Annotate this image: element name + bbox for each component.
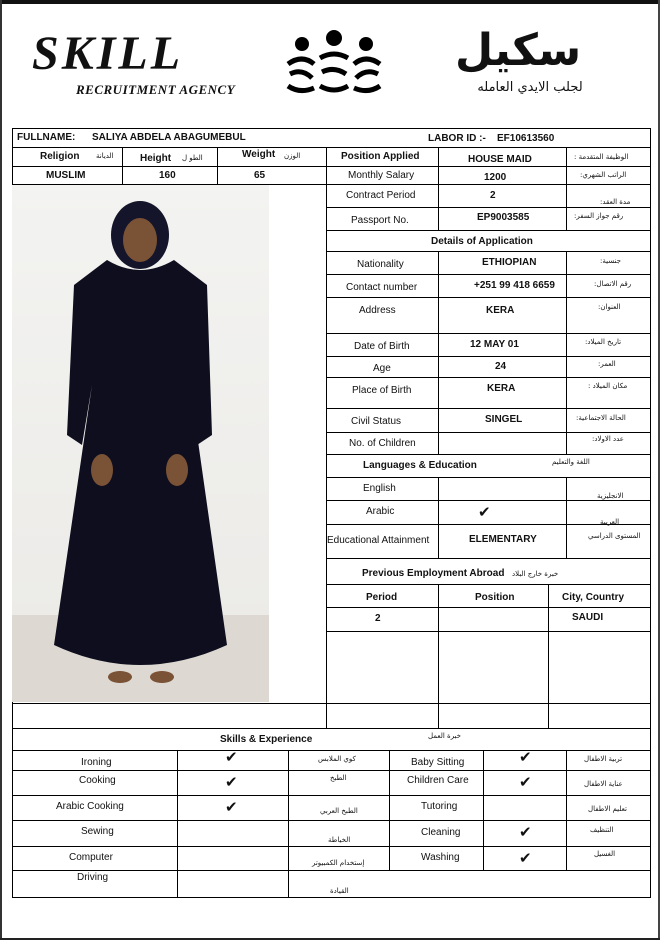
contact-label: Contact number <box>346 282 418 293</box>
skills-heading: Skills & Experience <box>220 734 313 745</box>
contract-label-ar: مدة العقد: <box>600 198 631 206</box>
civil-status-label: Civil Status <box>351 416 402 427</box>
pob-label: Place of Birth <box>352 385 412 396</box>
height-label: Height <box>140 153 172 164</box>
children-label: No. of Children <box>349 438 416 449</box>
salary-label-ar: الراتب الشهري: <box>580 171 627 179</box>
address-label: Address <box>359 305 396 316</box>
english-label: English <box>363 483 396 494</box>
address-label-ar: العنوان: <box>598 303 621 311</box>
skill-label: Driving <box>77 872 109 883</box>
contract-label: Contract Period <box>346 190 416 201</box>
skill-label-ar: إستخدام الكمبيوتر <box>312 859 365 867</box>
tagline-arabic: لجلب الايدي العامله <box>477 80 583 95</box>
skill-label: Children Care <box>407 775 469 786</box>
brand-name: SKILL <box>32 27 184 80</box>
dob-label-ar: تاريخ الميلاد: <box>585 338 622 346</box>
nationality-label-ar: جنسية: <box>600 257 621 265</box>
arabic-label-ar: العربية <box>600 518 620 526</box>
dob-label: Date of Birth <box>354 341 410 352</box>
employment-col-period: Period <box>366 592 398 603</box>
height-label-ar: الطو ل <box>182 154 203 162</box>
dob-value: 12 MAY 01 <box>470 339 519 350</box>
skill-label: Washing <box>421 852 460 863</box>
languages-heading: Languages & Education <box>363 460 477 471</box>
skill-label-ar: الغسيل <box>594 850 616 858</box>
height-value: 160 <box>159 170 176 181</box>
skill-label: Ironing <box>81 757 112 768</box>
contract-value: 2 <box>490 190 496 201</box>
education-label: Educational Attainment <box>327 535 430 546</box>
brand-name-arabic: سكيل <box>455 25 582 76</box>
skill-label-ar: كوي الملابس <box>318 755 356 763</box>
arabic-label: Arabic <box>366 506 395 517</box>
passport-label-ar: رقم جواز السفر: <box>574 212 624 220</box>
skill-label: Baby Sitting <box>411 757 465 768</box>
skill-label: Tutoring <box>421 801 458 812</box>
employment-period-value: 2 <box>375 613 381 624</box>
employment-heading-ar: خبرة خارج البلاد <box>512 570 559 578</box>
passport-label: Passport No. <box>351 215 409 226</box>
skill-label-ar: الطبخ العربي <box>320 807 358 815</box>
skill-label-ar: الخياطة <box>328 836 351 844</box>
check-icon: ✔ <box>519 773 532 791</box>
languages-heading-ar: اللغة والتعليم <box>552 458 590 466</box>
contact-value: +251 99 418 6659 <box>474 280 555 291</box>
address-value: KERA <box>486 305 515 316</box>
contact-label-ar: رقم الاتصال: <box>594 280 632 288</box>
skill-label: Cooking <box>79 775 116 786</box>
arabic-check-icon: ✔ <box>478 503 491 521</box>
salary-value: 1200 <box>484 172 507 183</box>
check-icon: ✔ <box>519 823 532 841</box>
nationality-value: ETHIOPIAN <box>482 257 537 268</box>
skill-label-ar: الطبخ <box>330 774 347 782</box>
weight-value: 65 <box>254 170 266 181</box>
skill-label-ar: عناية الاطفال <box>584 780 623 788</box>
check-icon: ✔ <box>519 748 532 766</box>
employment-city-value: SAUDI <box>572 612 604 623</box>
skill-label: Cleaning <box>421 827 461 838</box>
education-label-ar: المستوى الدراسي <box>588 532 641 540</box>
pob-label-ar: مكان الميلاد : <box>588 382 628 390</box>
details-heading: Details of Application <box>431 236 533 247</box>
employment-col-position: Position <box>475 592 515 603</box>
skill-label: Sewing <box>81 826 114 837</box>
skill-label: Arabic Cooking <box>56 801 124 812</box>
labor-id-label: LABOR ID :- <box>428 133 486 144</box>
skill-label-ar: التنظيف <box>590 826 614 834</box>
children-label-ar: عدد الاولاد: <box>592 435 624 443</box>
employment-heading: Previous Employment Abroad <box>362 568 505 579</box>
skill-label-ar: القيادة <box>330 887 349 895</box>
education-value: ELEMENTARY <box>469 534 537 545</box>
fullname-label: FULLNAME: <box>17 132 76 143</box>
skill-label: Computer <box>69 852 113 863</box>
employment-col-city: City, Country <box>562 592 625 603</box>
religion-value: MUSLIM <box>46 170 86 181</box>
age-label-ar: العمر: <box>598 360 616 368</box>
age-label: Age <box>373 363 391 374</box>
civil-status-value: SINGEL <box>485 414 523 425</box>
skills-heading-ar: خبرة العمل <box>428 732 461 740</box>
religion-label: Religion <box>40 151 80 162</box>
three-people-logo-icon <box>282 28 387 105</box>
pob-value: KERA <box>487 383 516 394</box>
applicant-photo <box>12 185 269 702</box>
english-label-ar: الانجليزية <box>597 492 624 500</box>
fullname-value: SALIYA ABDELA ABAGUMEBUL <box>92 132 246 143</box>
weight-label: Weight <box>242 149 276 160</box>
skill-label-ar: تربية الاطفال <box>584 755 623 763</box>
labor-id-value: EF10613560 <box>497 133 555 144</box>
check-icon: ✔ <box>225 748 238 766</box>
age-value: 24 <box>495 361 507 372</box>
check-icon: ✔ <box>519 849 532 867</box>
position-value: HOUSE MAID <box>468 154 532 165</box>
check-icon: ✔ <box>225 773 238 791</box>
skill-label-ar: تعليم الاطفال <box>588 805 627 813</box>
passport-value: EP9003585 <box>477 212 530 223</box>
check-icon: ✔ <box>225 798 238 816</box>
religion-label-ar: الديانة <box>96 152 114 160</box>
position-label-ar: الوظيفة المتقدمة : <box>574 153 629 161</box>
civil-status-label-ar: الحالة الاجتماعية: <box>576 414 626 422</box>
salary-label: Monthly Salary <box>348 170 415 181</box>
agency-name: RECRUITMENT AGENCY <box>76 82 236 97</box>
weight-label-ar: الوزن <box>284 152 301 160</box>
position-label: Position Applied <box>341 151 420 162</box>
nationality-label: Nationality <box>357 259 404 270</box>
